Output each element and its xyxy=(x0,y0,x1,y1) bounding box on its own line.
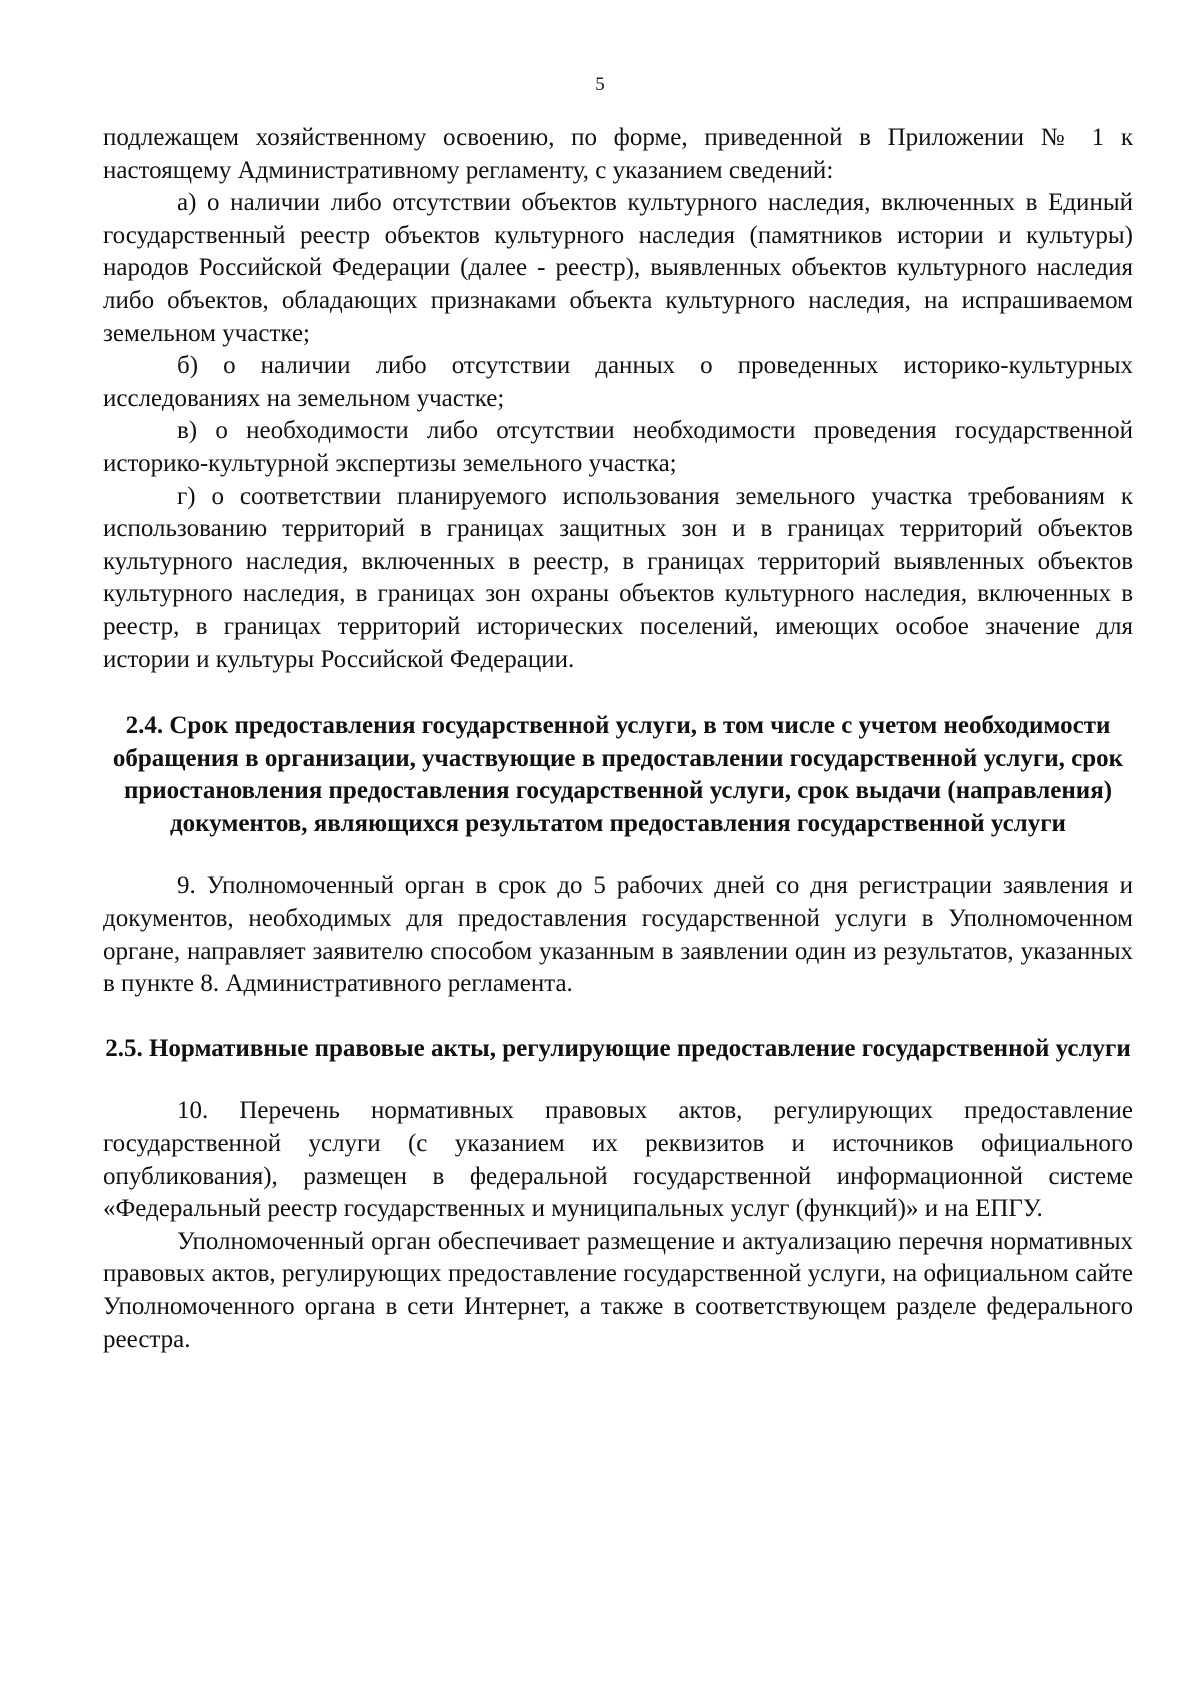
spacer xyxy=(103,1001,1133,1033)
document-body xyxy=(103,122,1133,1356)
spacer xyxy=(103,840,1133,870)
section-heading-2-5: 2.5. Нормативные правовые акты, регулирующие предоставление государственной услуги xyxy=(105,1034,1131,1062)
spacer xyxy=(103,676,1133,710)
list-item-v: в) о необходимости либо отсутствии необходимости проведения государственной историко-культурной экспертизы земельного участка; xyxy=(103,417,1133,477)
paragraph-10: 10. Перечень нормативных правовых актов, регулирующих предоставление государственной услуги (с указанием их реквизитов и источников официального опубликования), размещен в федеральной государственной информационной системе «Федеральный реестр государственных и муниципальных услуг (функций)» и на ЕПГУ. xyxy=(103,1097,1133,1223)
paragraph-10-continuation: Уполномоченный орган обеспечивает размещение и актуализацию перечня нормативных правовых актов, регулирующих предоставление государственной услуги, на официальном сайте Уполномоченного органа в сети Интернет, а также в соответствующем разделе федерального реестра. xyxy=(103,1227,1133,1353)
list-item-b: б) о наличии либо отсутствии данных о проведенных историко-культурных исследованиях на земельном участке; xyxy=(103,352,1133,412)
list-item-a: а) о наличии либо отсутствии объектов культурного наследия, включенных в Единый государственный реестр объектов культурного наследия (памятников истории и культуры) народов Российской Федерации (далее - реестр), выявленных объектов культурного наследия либо объектов, обладающих признаками объекта культурного наследия, на испрашиваемом земельном участке; xyxy=(103,189,1133,347)
list-item-g: г) о соответствии планируемого использования земельного участка требованиям к использованию территорий в границах защитных зон и в границах территорий объектов культурного наследия, включенных в реестр, в границах территорий выявленных объектов культурного наследия, в границах зон охраны объектов культурного наследия, включенных в реестр, в границах территорий исторических поселений, имеющих особое значение для истории и культуры Российской Федерации. xyxy=(103,482,1133,673)
paragraph-continuation: подлежащем хозяйственному освоению, по форме, приведенной в Приложении № 1 к настоящему Административному регламенту, с указанием сведений: xyxy=(103,124,1133,184)
section-heading-2-4: 2.4. Срок предоставления государственной услуги, в том числе с учетом необходимости обращения в организации, участвующие в предоставлении государственной услуги, срок приостановления предоставления государственной услуги, срок выдачи (направления) документов, являющихся результатом предоставления государственной услуги xyxy=(112,712,1124,837)
paragraph-9: 9. Уполномоченный орган в срок до 5 рабочих дней со дня регистрации заявления и документов, необходимых для предоставления государственной услуги в Уполномоченном органе, направляет заявителю способом указанным в заявлении один из результатов, указанных в пункте 8. Административного регламента. xyxy=(103,872,1133,998)
spacer xyxy=(103,1065,1133,1095)
page-number: 5 xyxy=(595,74,605,95)
